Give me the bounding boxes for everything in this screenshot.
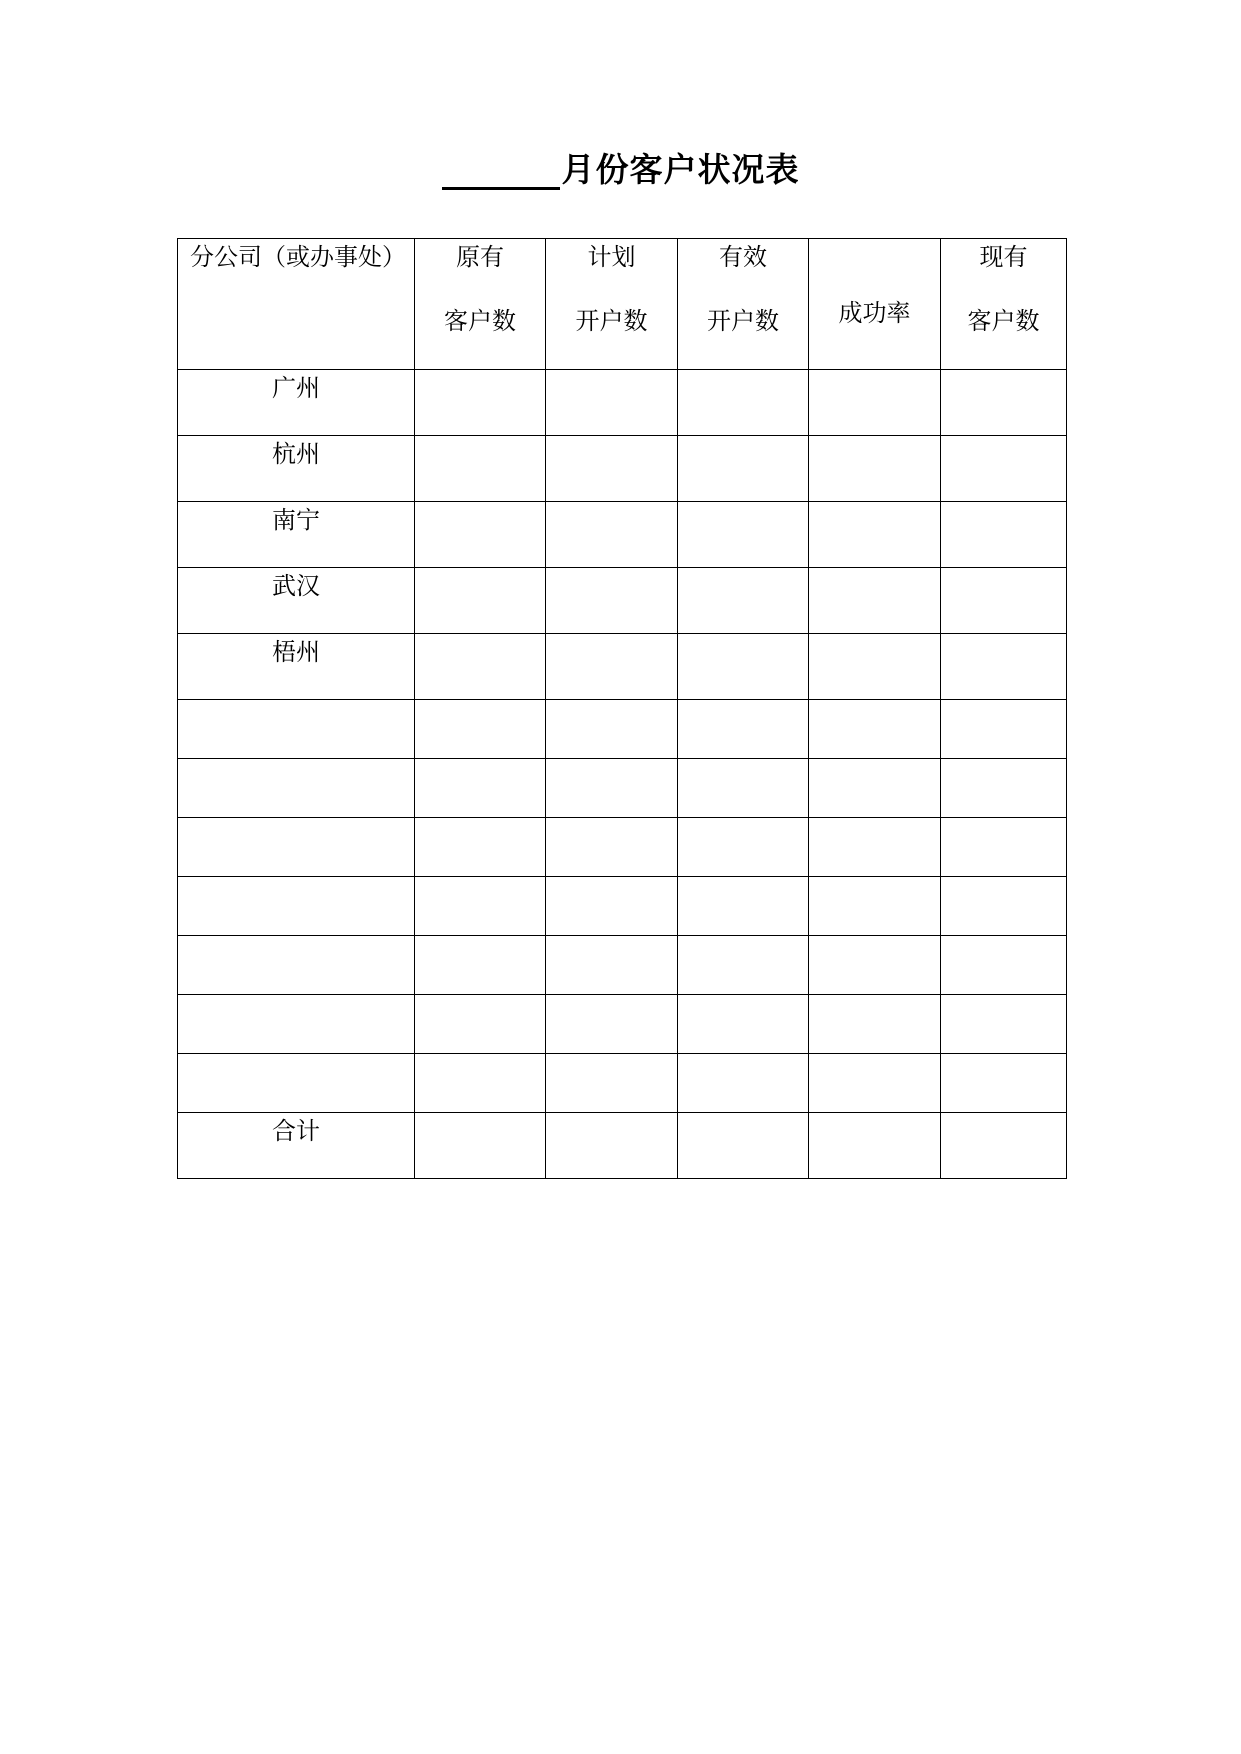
- header-branch-label: 分公司（或办事处）: [190, 243, 406, 271]
- branch-cell[interactable]: [178, 877, 415, 936]
- branch-cell: [178, 634, 415, 700]
- branch-cell: [178, 568, 415, 634]
- current-customers-cell[interactable]: [941, 568, 1067, 634]
- current-customers-cell[interactable]: [941, 634, 1067, 700]
- effective-accounts-cell[interactable]: [678, 370, 809, 436]
- current-customers-total-cell[interactable]: [941, 1113, 1067, 1179]
- table-row: [178, 436, 1067, 502]
- table-row: [178, 634, 1067, 700]
- header-branch: [178, 239, 415, 370]
- planned-accounts-cell[interactable]: [546, 877, 678, 936]
- table-header-row: [178, 239, 1067, 370]
- planned-accounts-cell[interactable]: [546, 568, 678, 634]
- branch-cell: [178, 436, 415, 502]
- success-rate-cell[interactable]: [809, 995, 941, 1054]
- table-row-empty: [178, 1054, 1067, 1113]
- header-label-line1: 现有: [979, 243, 1028, 271]
- branch-name: 梧州: [272, 638, 320, 666]
- planned-accounts-cell[interactable]: [546, 995, 678, 1054]
- success-rate-cell[interactable]: [809, 877, 941, 936]
- current-customers-cell[interactable]: [941, 370, 1067, 436]
- page-title: [0, 150, 1241, 190]
- planned-accounts-cell[interactable]: [546, 634, 678, 700]
- success-rate-cell[interactable]: [809, 436, 941, 502]
- success-rate-cell[interactable]: [809, 759, 941, 818]
- current-customers-cell[interactable]: [941, 877, 1067, 936]
- success-rate-cell[interactable]: [809, 370, 941, 436]
- original-customers-cell[interactable]: [415, 634, 546, 700]
- table-row-empty: [178, 936, 1067, 995]
- header-effective-accounts: [678, 239, 809, 370]
- branch-name: 杭州: [272, 440, 320, 468]
- branch-cell[interactable]: [178, 818, 415, 877]
- original-customers-cell[interactable]: [415, 370, 546, 436]
- current-customers-cell[interactable]: [941, 759, 1067, 818]
- table-row-empty: [178, 759, 1067, 818]
- effective-accounts-total-cell[interactable]: [678, 1113, 809, 1179]
- effective-accounts-cell[interactable]: [678, 1054, 809, 1113]
- effective-accounts-cell[interactable]: [678, 436, 809, 502]
- branch-cell[interactable]: [178, 1054, 415, 1113]
- table-row: [178, 502, 1067, 568]
- header-planned-accounts: [546, 239, 678, 370]
- planned-accounts-cell[interactable]: [546, 759, 678, 818]
- current-customers-cell[interactable]: [941, 818, 1067, 877]
- table-row-empty: [178, 877, 1067, 936]
- original-customers-cell[interactable]: [415, 936, 546, 995]
- title-text: 月份客户状况表: [561, 150, 800, 189]
- table-row: [178, 568, 1067, 634]
- branch-name: 武汉: [272, 572, 320, 600]
- customer-status-table: [177, 238, 1067, 1179]
- current-customers-cell[interactable]: [941, 936, 1067, 995]
- original-customers-cell[interactable]: [415, 877, 546, 936]
- planned-accounts-cell[interactable]: [546, 1054, 678, 1113]
- success-rate-total-cell[interactable]: [809, 1113, 941, 1179]
- branch-name: 广州: [272, 374, 320, 402]
- current-customers-cell[interactable]: [941, 1054, 1067, 1113]
- original-customers-cell[interactable]: [415, 818, 546, 877]
- effective-accounts-cell[interactable]: [678, 634, 809, 700]
- branch-cell: [178, 370, 415, 436]
- table-row-empty: [178, 700, 1067, 759]
- success-rate-cell[interactable]: [809, 700, 941, 759]
- success-rate-cell[interactable]: [809, 568, 941, 634]
- header-label-line1: 有效: [719, 243, 767, 271]
- header-label-line1: 计划: [587, 243, 636, 271]
- success-rate-cell[interactable]: [809, 818, 941, 877]
- planned-accounts-cell[interactable]: [546, 436, 678, 502]
- planned-accounts-cell[interactable]: [546, 370, 678, 436]
- header-label-line1: 原有: [456, 243, 504, 271]
- planned-accounts-cell[interactable]: [546, 502, 678, 568]
- table-row-total: [178, 1113, 1067, 1179]
- original-customers-cell[interactable]: [415, 995, 546, 1054]
- original-customers-cell[interactable]: [415, 759, 546, 818]
- header-label: 成功率: [838, 299, 911, 327]
- original-customers-cell[interactable]: [415, 1054, 546, 1113]
- branch-cell[interactable]: [178, 995, 415, 1054]
- header-original-customers: [415, 239, 546, 370]
- branch-cell[interactable]: [178, 759, 415, 818]
- current-customers-cell[interactable]: [941, 995, 1067, 1054]
- original-customers-cell[interactable]: [415, 700, 546, 759]
- branch-cell: [178, 502, 415, 568]
- header-label-line2: 客户数: [967, 307, 1040, 335]
- header-current-customers: [941, 239, 1067, 370]
- original-customers-cell[interactable]: [415, 436, 546, 502]
- effective-accounts-cell[interactable]: [678, 759, 809, 818]
- effective-accounts-cell[interactable]: [678, 936, 809, 995]
- header-label-line2: 开户数: [575, 307, 648, 335]
- header-success-rate: [809, 239, 941, 370]
- month-blank[interactable]: [442, 153, 560, 190]
- branch-cell[interactable]: [178, 700, 415, 759]
- success-rate-cell[interactable]: [809, 936, 941, 995]
- total-label: 合计: [272, 1117, 320, 1145]
- table-row: [178, 370, 1067, 436]
- planned-accounts-cell[interactable]: [546, 936, 678, 995]
- effective-accounts-cell[interactable]: [678, 700, 809, 759]
- effective-accounts-cell[interactable]: [678, 877, 809, 936]
- original-customers-cell[interactable]: [415, 568, 546, 634]
- effective-accounts-cell[interactable]: [678, 568, 809, 634]
- branch-name: 南宁: [272, 506, 320, 534]
- effective-accounts-cell[interactable]: [678, 502, 809, 568]
- planned-accounts-cell[interactable]: [546, 700, 678, 759]
- header-label-line2: 开户数: [707, 307, 779, 335]
- header-label-line2: 客户数: [444, 307, 516, 335]
- original-customers-cell[interactable]: [415, 502, 546, 568]
- total-label-cell: [178, 1113, 415, 1179]
- planned-accounts-total-cell[interactable]: [546, 1113, 678, 1179]
- current-customers-cell[interactable]: [941, 700, 1067, 759]
- success-rate-cell[interactable]: [809, 502, 941, 568]
- original-customers-total-cell[interactable]: [415, 1113, 546, 1179]
- current-customers-cell[interactable]: [941, 436, 1067, 502]
- table-row-empty: [178, 995, 1067, 1054]
- effective-accounts-cell[interactable]: [678, 995, 809, 1054]
- table-row-empty: [178, 818, 1067, 877]
- planned-accounts-cell[interactable]: [546, 818, 678, 877]
- success-rate-cell[interactable]: [809, 1054, 941, 1113]
- current-customers-cell[interactable]: [941, 502, 1067, 568]
- branch-cell[interactable]: [178, 936, 415, 995]
- success-rate-cell[interactable]: [809, 634, 941, 700]
- effective-accounts-cell[interactable]: [678, 818, 809, 877]
